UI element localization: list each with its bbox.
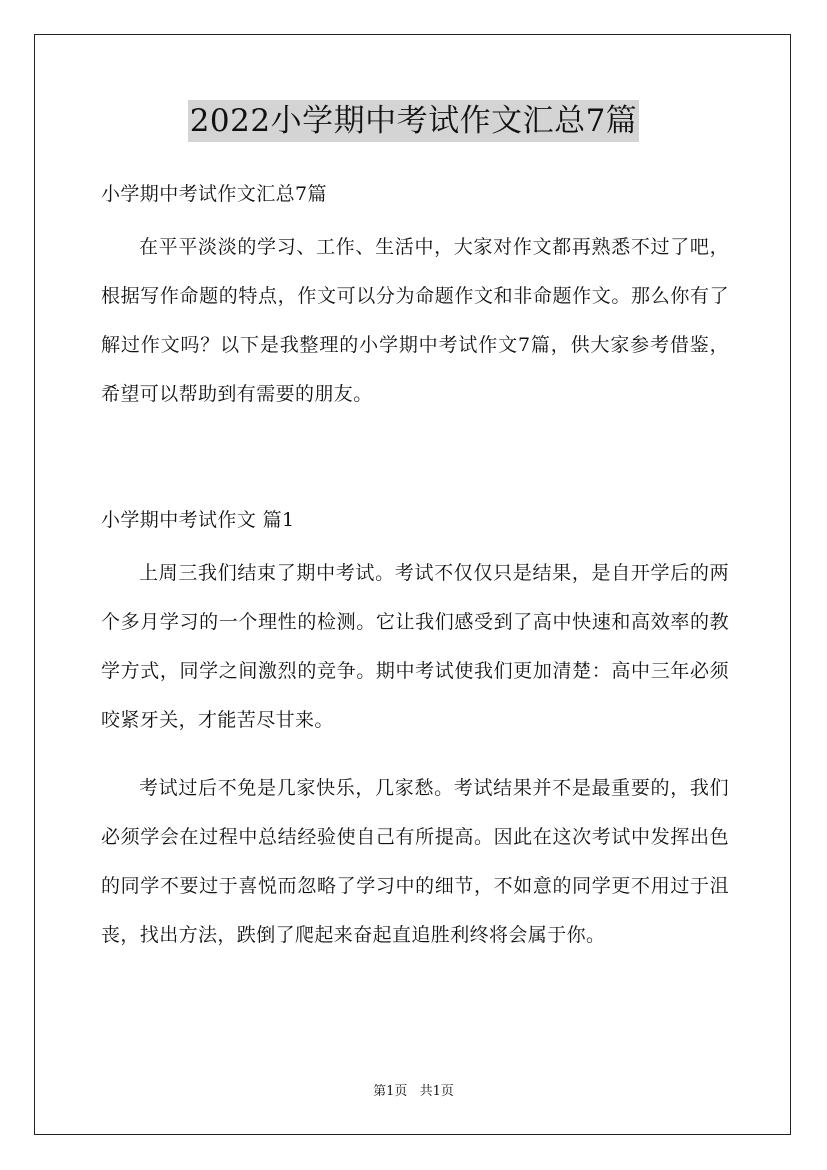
page-number-total: 共1页 bbox=[419, 1084, 454, 1099]
body-paragraph-1: 上周三我们结束了期中考试。考试不仅仅只是结果，是自开学后的两个多月学习的一个理性的检测。它让我们感受到了高中快速和高效率的教学方式，同学之间激烈的竞争。期中考试使我们更加清楚：高中三年必须咬紧牙关，才能苦尽甘来。 bbox=[101, 562, 729, 731]
intro-paragraph: 在平平淡淡的学习、工作、生活中，大家对作文都再熟悉不过了吧，根据写作命题的特点，作文可以分为命题作文和非命题作文。那么你有了解过作文吗？以下是我整理的小学期中考试作文7篇，供大家参考借鉴，希望可以帮助到有需要的朋友。 bbox=[101, 236, 729, 405]
document-title: 2022小学期中考试作文汇总7篇 bbox=[188, 100, 640, 142]
title-wrapper bbox=[0, 100, 827, 142]
section-heading: 小学期中考试作文 篇1 bbox=[101, 509, 295, 531]
body-paragraph-2: 考试过后不免是几家快乐，几家愁。考试结果并不是最重要的，我们必须学会在过程中总结经验使自己有所提高。因此在这次考试中发挥出色的同学不要过于喜悦而忽略了学习中的细节，不如意的同学更不用过于沮丧，找出方法，跌倒了爬起来奋起直追胜利终将会属于你。 bbox=[101, 777, 729, 946]
document-subtitle: 小学期中考试作文汇总7篇 bbox=[101, 183, 327, 205]
page-number-current: 第1页 bbox=[373, 1084, 408, 1099]
page-footer bbox=[0, 1083, 827, 1101]
